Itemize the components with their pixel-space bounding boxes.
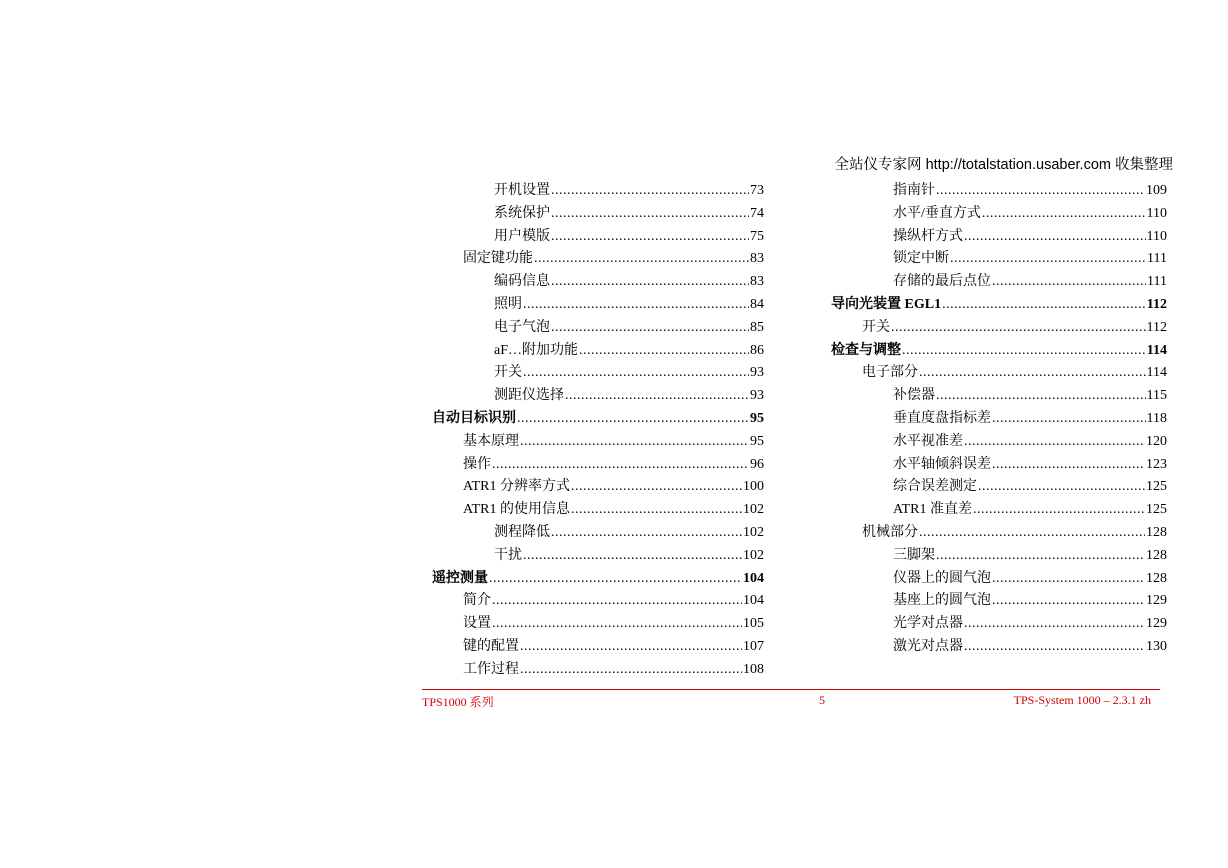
toc-dot-leader [492, 454, 749, 477]
toc-entry-page: 100 [743, 479, 764, 495]
toc-entry[interactable] [432, 522, 764, 545]
toc-dot-leader [982, 203, 1146, 226]
toc-dot-leader [492, 613, 742, 636]
toc-right-column [831, 180, 1167, 659]
toc-entry-title: 简介 [463, 593, 491, 609]
toc-dot-leader [571, 476, 742, 499]
toc-entry-title: 操作 [463, 456, 491, 472]
footer-series: TPS1000 系列 [422, 695, 494, 709]
toc-entry[interactable] [831, 180, 1167, 203]
toc-entry[interactable] [831, 408, 1167, 431]
toc-entry-page: 74 [750, 205, 764, 221]
toc-entry-title: 工作过程 [463, 661, 519, 677]
watermark: 全站仪专家网 http://totalstation.usaber.com 收集整理 [834, 157, 1173, 173]
footer-doc-id: TPS-System 1000 – 2.3.1 zh [1013, 693, 1151, 707]
toc-dot-leader [565, 385, 749, 408]
toc-dot-leader [919, 362, 1146, 385]
toc-entry[interactable] [831, 636, 1167, 659]
toc-entry-title: 键的配置 [463, 638, 519, 654]
toc-entry[interactable] [432, 294, 764, 317]
toc-dot-leader [551, 317, 749, 340]
toc-dot-leader [978, 476, 1145, 499]
toc-entry-page: 114 [1146, 342, 1167, 358]
toc-dot-leader [964, 613, 1145, 636]
toc-entry[interactable] [432, 476, 764, 499]
toc-entry-page: 128 [1146, 524, 1167, 540]
toc-entry-title: 设置 [463, 616, 491, 632]
toc-entry-page: 85 [750, 319, 764, 335]
toc-entry[interactable] [831, 613, 1167, 636]
toc-entry[interactable] [432, 226, 764, 249]
toc-entry-page: 102 [743, 502, 764, 518]
toc-entry[interactable] [831, 362, 1167, 385]
toc-dot-leader [964, 431, 1145, 454]
toc-entry-title: 光学对点器 [893, 616, 963, 632]
toc-dot-leader [571, 499, 742, 522]
toc-entry-title: 开关 [494, 365, 522, 381]
toc-entry[interactable] [432, 180, 764, 203]
toc-entry-title: 垂直度盘指标差 [893, 410, 991, 426]
toc-entry-title: 水平视准差 [893, 433, 963, 449]
toc-entry-title: 仪器上的圆气泡 [893, 570, 991, 586]
toc-entry[interactable] [831, 317, 1167, 340]
toc-entry-title: 导向光装置 EGL1 [831, 296, 942, 312]
toc-entry-page: 108 [743, 661, 764, 677]
toc-entry-title: 测距仪选择 [494, 388, 564, 404]
toc-dot-leader [551, 271, 749, 294]
toc-entry[interactable] [432, 613, 764, 636]
toc-dot-leader [523, 294, 749, 317]
toc-entry[interactable] [432, 271, 764, 294]
toc-dot-leader [992, 271, 1146, 294]
toc-dot-leader [973, 499, 1145, 522]
toc-entry-page: 73 [750, 183, 764, 198]
toc-entry-title: 基本原理 [463, 433, 519, 449]
toc-dot-leader [492, 590, 742, 613]
toc-entry-page: 109 [1146, 183, 1167, 198]
toc-entry-page: 84 [750, 296, 764, 312]
toc-entry[interactable] [432, 590, 764, 613]
toc-entry[interactable] [831, 590, 1167, 613]
toc-entry-page: 86 [750, 342, 764, 358]
toc-entry[interactable] [432, 385, 764, 408]
toc-entry-title: 照明 [494, 296, 522, 312]
toc-entry-page: 107 [743, 638, 764, 654]
toc-entry[interactable] [432, 362, 764, 385]
toc-entry-page: 93 [750, 388, 764, 404]
toc-entry[interactable] [831, 203, 1167, 226]
toc-entry-page: 114 [1146, 365, 1167, 381]
toc-dot-leader [936, 385, 1146, 408]
toc-dot-leader [964, 636, 1145, 659]
toc-dot-leader [936, 180, 1145, 203]
toc-entry-title: 检查与调整 [831, 342, 901, 358]
toc-entry-title: 基座上的圆气泡 [893, 593, 991, 609]
toc-dot-leader [523, 362, 749, 385]
toc-dot-leader [551, 203, 749, 226]
toc-dot-leader [964, 226, 1146, 249]
toc-entry-page: 123 [1146, 456, 1167, 472]
toc-entry-title: 机械部分 [862, 524, 918, 540]
toc-dot-leader [520, 431, 749, 454]
toc-entry[interactable] [432, 568, 764, 591]
toc-dot-leader [942, 294, 1146, 317]
toc-entry-title: ATR1 的使用信息 [463, 502, 570, 518]
toc-entry[interactable] [831, 476, 1167, 499]
toc-entry-page: 95 [750, 433, 764, 449]
toc-dot-leader [534, 248, 749, 271]
toc-entry-page: 96 [750, 456, 764, 472]
toc-entry-page: 104 [743, 570, 764, 586]
toc-entry-page: 128 [1146, 570, 1167, 586]
toc-dot-leader [489, 568, 742, 591]
toc-entry[interactable] [831, 499, 1167, 522]
toc-entry-page: 130 [1146, 638, 1167, 654]
toc-entry-title: 补偿器 [893, 388, 935, 404]
toc-entry[interactable] [432, 659, 764, 682]
toc-entry[interactable] [432, 636, 764, 659]
toc-entry-title: 存储的最后点位 [893, 274, 991, 290]
toc-dot-leader [919, 522, 1145, 545]
toc-entry[interactable] [432, 431, 764, 454]
toc-entry[interactable] [432, 499, 764, 522]
toc-entry-page: 112 [1146, 319, 1167, 335]
toc-entry-title: 固定键功能 [463, 251, 533, 267]
toc-entry-title: 干扰 [494, 547, 522, 563]
toc-entry-title: 水平轴倾斜误差 [893, 456, 991, 472]
toc-dot-leader [936, 545, 1145, 568]
toc-entry-page: 125 [1146, 502, 1167, 518]
toc-entry[interactable] [831, 431, 1167, 454]
toc-dot-leader [551, 522, 742, 545]
page-number: 5 [819, 693, 825, 707]
toc-entry-page: 111 [1147, 274, 1167, 290]
toc-entry[interactable] [831, 454, 1167, 477]
toc-entry[interactable] [432, 203, 764, 226]
toc-entry-page: 102 [743, 547, 764, 563]
toc-entry[interactable] [831, 568, 1167, 591]
toc-entry[interactable] [432, 454, 764, 477]
toc-entry-page: 112 [1146, 296, 1167, 312]
toc-entry[interactable] [831, 248, 1167, 271]
toc-entry[interactable] [831, 294, 1167, 317]
toc-entry-title: 开关 [862, 319, 890, 335]
toc-dot-leader [992, 408, 1146, 431]
toc-entry-title: ATR1 准直差 [893, 502, 972, 518]
toc-entry-title: 激光对点器 [893, 638, 963, 654]
toc-entry-page: 115 [1146, 388, 1167, 404]
toc-entry-page: 104 [743, 593, 764, 609]
toc-entry-page: 120 [1146, 433, 1167, 449]
toc-entry-title: 用户模版 [494, 228, 550, 244]
toc-entry-page: 105 [743, 616, 764, 632]
toc-entry[interactable] [432, 545, 764, 568]
toc-entry-page: 111 [1147, 251, 1167, 267]
toc-entry-page: 102 [743, 524, 764, 540]
toc-entry-page: 110 [1146, 205, 1167, 221]
footer-divider [422, 689, 1160, 690]
toc-entry[interactable] [432, 317, 764, 340]
toc-entry-title: 操纵杆方式 [893, 228, 963, 244]
toc-entry-page: 125 [1146, 479, 1167, 495]
toc-entry-title: 综合误差测定 [893, 479, 977, 495]
toc-dot-leader [992, 590, 1145, 613]
toc-dot-leader [551, 226, 749, 249]
toc-dot-leader [517, 408, 749, 431]
toc-entry[interactable] [831, 271, 1167, 294]
toc-entry-title: 三脚架 [893, 547, 935, 563]
toc-entry-page: 83 [750, 251, 764, 267]
toc-entry-title: 电子气泡 [494, 319, 550, 335]
toc-dot-leader [950, 248, 1146, 271]
toc-dot-leader [551, 180, 749, 203]
toc-entry[interactable] [831, 340, 1167, 363]
toc-dot-leader [520, 636, 742, 659]
toc-entry[interactable] [432, 340, 764, 363]
toc-dot-leader [902, 340, 1146, 363]
toc-entry-page: 129 [1146, 616, 1167, 632]
toc-entry-title: 水平/垂直方式 [893, 205, 981, 221]
toc-entry-page: 93 [750, 365, 764, 381]
toc-entry-page: 118 [1146, 410, 1167, 426]
toc-entry-title: 遥控测量 [432, 570, 488, 586]
toc-entry-title: 指南针 [893, 183, 935, 198]
toc-entry-title: 锁定中断 [893, 251, 949, 267]
toc-entry-title: 电子部分 [862, 365, 918, 381]
toc-entry-page: 128 [1146, 547, 1167, 563]
toc-dot-leader [992, 454, 1145, 477]
toc-entry-title: 自动目标识别 [432, 410, 516, 426]
toc-entry[interactable] [831, 522, 1167, 545]
toc-entry[interactable] [432, 408, 764, 431]
toc-entry-title: 测程降低 [494, 524, 550, 540]
toc-entry-page: 75 [750, 228, 764, 244]
toc-entry-title: 系统保护 [494, 205, 550, 221]
toc-entry[interactable] [831, 545, 1167, 568]
toc-left-column [432, 180, 764, 682]
toc-entry-title: 编码信息 [494, 274, 550, 290]
toc-entry[interactable] [432, 248, 764, 271]
toc-dot-leader [992, 568, 1145, 591]
toc-entry[interactable] [831, 385, 1167, 408]
toc-entry-page: 110 [1146, 228, 1167, 244]
toc-dot-leader [520, 659, 742, 682]
toc-entry-page: 83 [750, 274, 764, 290]
toc-entry-page: 129 [1146, 593, 1167, 609]
toc-entry-page: 95 [750, 410, 764, 426]
toc-dot-leader [523, 545, 742, 568]
toc-entry-title: aF…附加功能 [494, 342, 578, 358]
toc-dot-leader [891, 317, 1146, 340]
toc-entry-title: 开机设置 [494, 183, 550, 198]
toc-entry[interactable] [831, 226, 1167, 249]
toc-dot-leader [579, 340, 749, 363]
toc-entry-title: ATR1 分辨率方式 [463, 479, 570, 495]
